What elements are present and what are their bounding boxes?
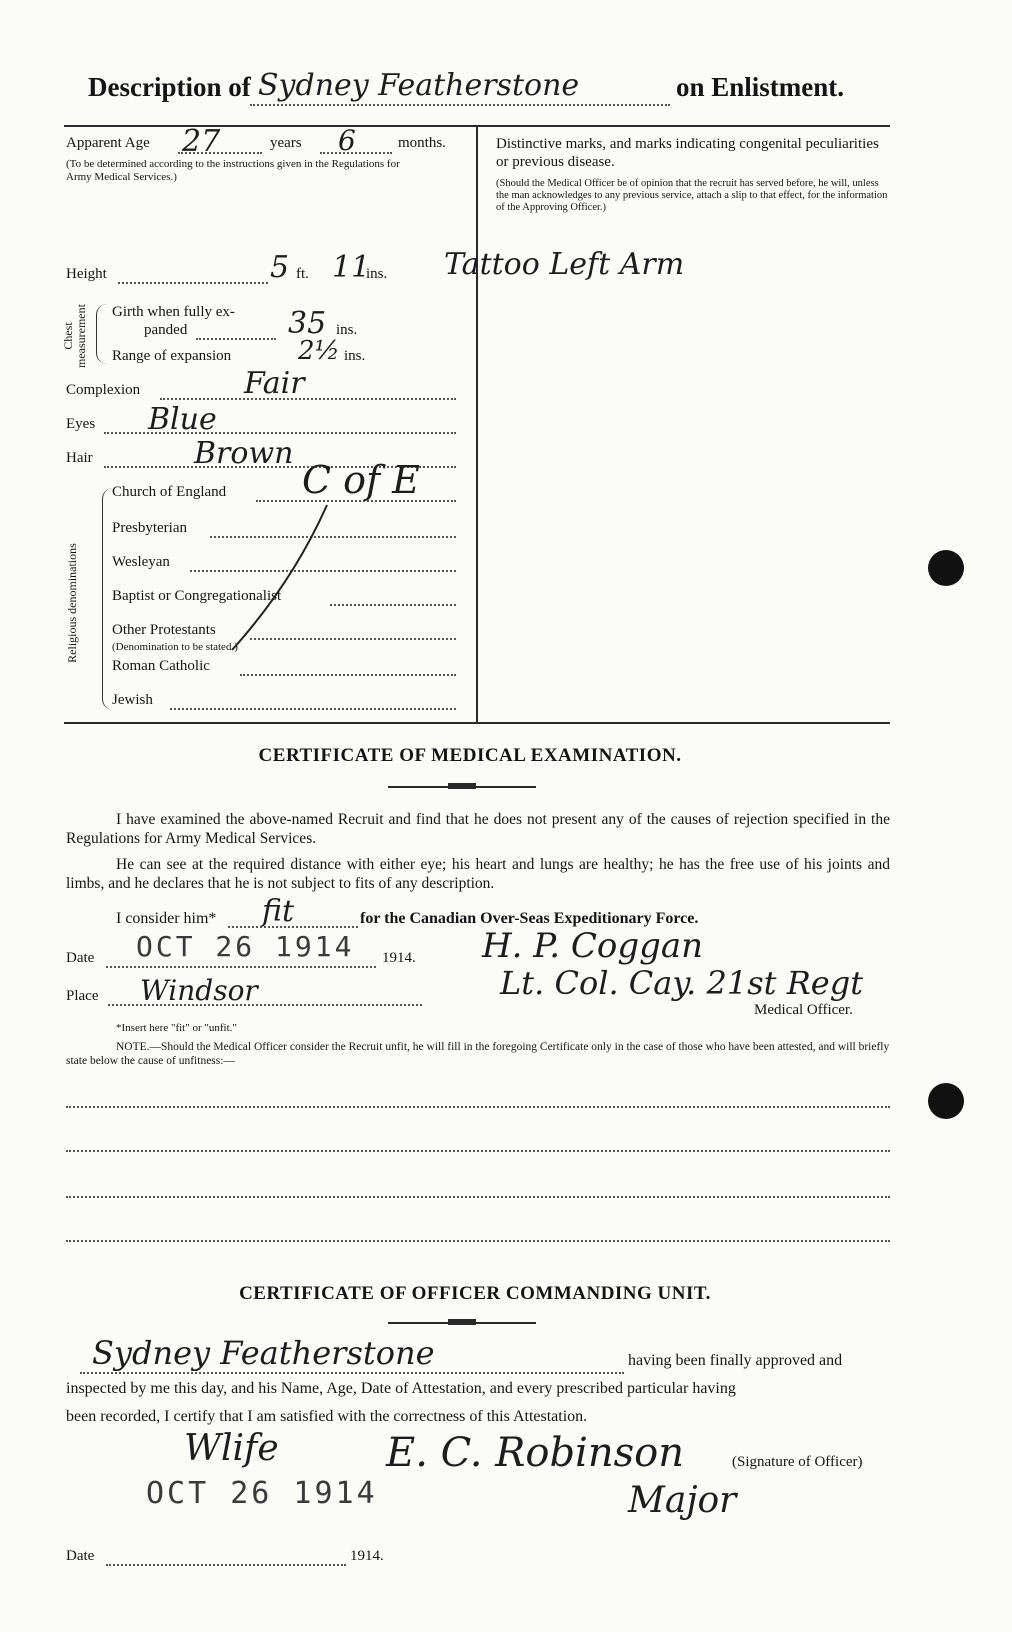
age-note: (To be determined according to the instructions given in the Regulations for Army Medical Services.)	[66, 158, 400, 183]
marks-note: (Should the Medical Officer be of opinion that the recruit has served before, he will, unless the man acknowledges to any previous service, attach a slip to that effect, for the information of the Approving Officer.)	[496, 178, 888, 213]
chest-girth-hw: 35	[288, 306, 327, 341]
place-label: Place	[66, 988, 99, 1004]
commanding-text-3: been recorded, I certify that I am satisfied with the correctness of this Attestation.	[66, 1408, 588, 1425]
unfit-line-1	[66, 1106, 890, 1108]
medical-date-stamp: OCT 26 1914	[136, 930, 355, 963]
hair-label: Hair	[66, 450, 93, 466]
box-bottom-rule	[64, 722, 890, 724]
unfit-line-4	[66, 1240, 890, 1242]
religion-item-4: Other Protestants	[112, 622, 216, 638]
medical-date-label: Date	[66, 950, 95, 966]
commanding-text-1: having been finally approved and	[628, 1352, 843, 1369]
complexion-hw: Fair	[244, 366, 305, 401]
religion-item-5: Roman Catholic	[112, 658, 210, 674]
marks-value-hw: Tattoo Left Arm	[444, 247, 685, 282]
commanding-rank-hw: Major	[628, 1480, 737, 1521]
chest-range-label: Range of expansion	[112, 348, 232, 364]
commanding-date-stamp: OCT 26 1914	[146, 1476, 378, 1511]
height-ft-label: ft.	[296, 266, 309, 282]
commanding-name-hw: Sydney Featherstone	[92, 1334, 435, 1372]
unfit-line-2	[66, 1150, 890, 1152]
chest-side-label: Chest measurement	[61, 304, 88, 368]
header-name-handwritten: Sydney Featherstone	[258, 68, 580, 103]
religion-value-hw: C of E	[302, 458, 420, 502]
commanding-signature-label: (Signature of Officer)	[732, 1454, 863, 1470]
unfit-line-3	[66, 1196, 890, 1198]
religion-item-0: Church of England	[112, 484, 227, 500]
religion-item-1: Presbyterian	[112, 520, 187, 536]
consider-fit-hw: fit	[262, 894, 295, 929]
religion-strike-line	[222, 500, 342, 660]
chest-range-unit: ins.	[344, 348, 366, 364]
marks-heading: Distinctive marks, and marks indicating congenital peculiarities or previous disease.	[496, 136, 879, 170]
punch-hole-top	[928, 550, 964, 586]
commanding-year-label: 1914.	[350, 1548, 384, 1564]
height-label: Height	[66, 266, 107, 282]
religion-side-label: Religious denominations	[65, 543, 79, 663]
medical-year-label: 1914.	[382, 950, 416, 966]
age-months-hw: 6	[338, 124, 356, 157]
medical-officer-label: Medical Officer.	[754, 1002, 853, 1018]
eyes-label: Eyes	[66, 416, 96, 432]
religion-other-note: (Denomination to be stated.)	[112, 641, 238, 653]
age-months-label: months.	[398, 135, 446, 151]
header-suffix: on Enlistment.	[676, 72, 845, 102]
age-years-label: years	[270, 135, 302, 151]
medical-title: CERTIFICATE OF MEDICAL EXAMINATION.	[258, 745, 682, 766]
commanding-signature-hw: E. C. Robinson	[386, 1430, 684, 1476]
hair-hw: Brown	[194, 436, 294, 471]
consider-suffix: for the Canadian Over-Seas Expeditionary Force.	[360, 910, 699, 927]
chest-range-hw: 2½	[298, 336, 340, 366]
religion-item-6: Jewish	[112, 692, 153, 708]
insert-note: *Insert here "fit" or "unfit."	[116, 1022, 237, 1034]
commanding-text-2: inspected by me this day, and his Name, Age, Date of Attestation, and every prescribed particular having	[66, 1380, 736, 1397]
commanding-title: CERTIFICATE OF OFFICER COMMANDING UNIT.	[239, 1283, 711, 1304]
column-divider	[476, 127, 478, 722]
complexion-label: Complexion	[66, 382, 141, 398]
height-ins-label: ins.	[366, 266, 388, 282]
medical-officer-signature-hw: H. P. Coggan	[482, 926, 704, 966]
commanding-date-label: Date	[66, 1548, 95, 1564]
religion-item-3: Baptist or Congregationalist	[112, 588, 282, 604]
age-years-hw: 27	[182, 124, 221, 159]
chest-girth-label-1: Girth when fully ex-	[112, 304, 235, 320]
age-label: Apparent Age	[66, 135, 150, 151]
eyes-hw: Blue	[148, 402, 217, 437]
medical-officer-rank-hw: Lt. Col. Cay. 21st Regt	[500, 964, 864, 1002]
medical-para2: He can see at the required distance with either eye; his heart and lungs are healthy; he has the free use of his joints and limbs, and he declares that he is not subject to fits of any description.	[66, 856, 890, 892]
chest-girth-unit: ins.	[336, 322, 358, 338]
punch-hole-bottom	[928, 1083, 964, 1119]
header-prefix: Description of	[88, 72, 251, 102]
chest-girth-label-2: panded	[144, 322, 188, 338]
unfit-note: NOTE.—Should the Medical Officer consider the Recruit unfit, he will fill in the foregoing Certificate only in the case of those who have been attested, and will briefly state below the cause of unfitness:—	[66, 1041, 890, 1067]
religion-item-2: Wesleyan	[112, 554, 170, 570]
place-hw: Windsor	[140, 974, 258, 1007]
height-ins-hw: 11	[332, 250, 371, 285]
commanding-initials-hw: Wlife	[184, 1428, 279, 1469]
height-ft-hw: 5	[270, 250, 290, 285]
medical-para1: I have examined the above-named Recruit and find that he does not present any of the causes of rejection specified in the Regulations for Army Medical Services.	[66, 811, 890, 847]
consider-prefix: I consider him*	[116, 910, 217, 927]
